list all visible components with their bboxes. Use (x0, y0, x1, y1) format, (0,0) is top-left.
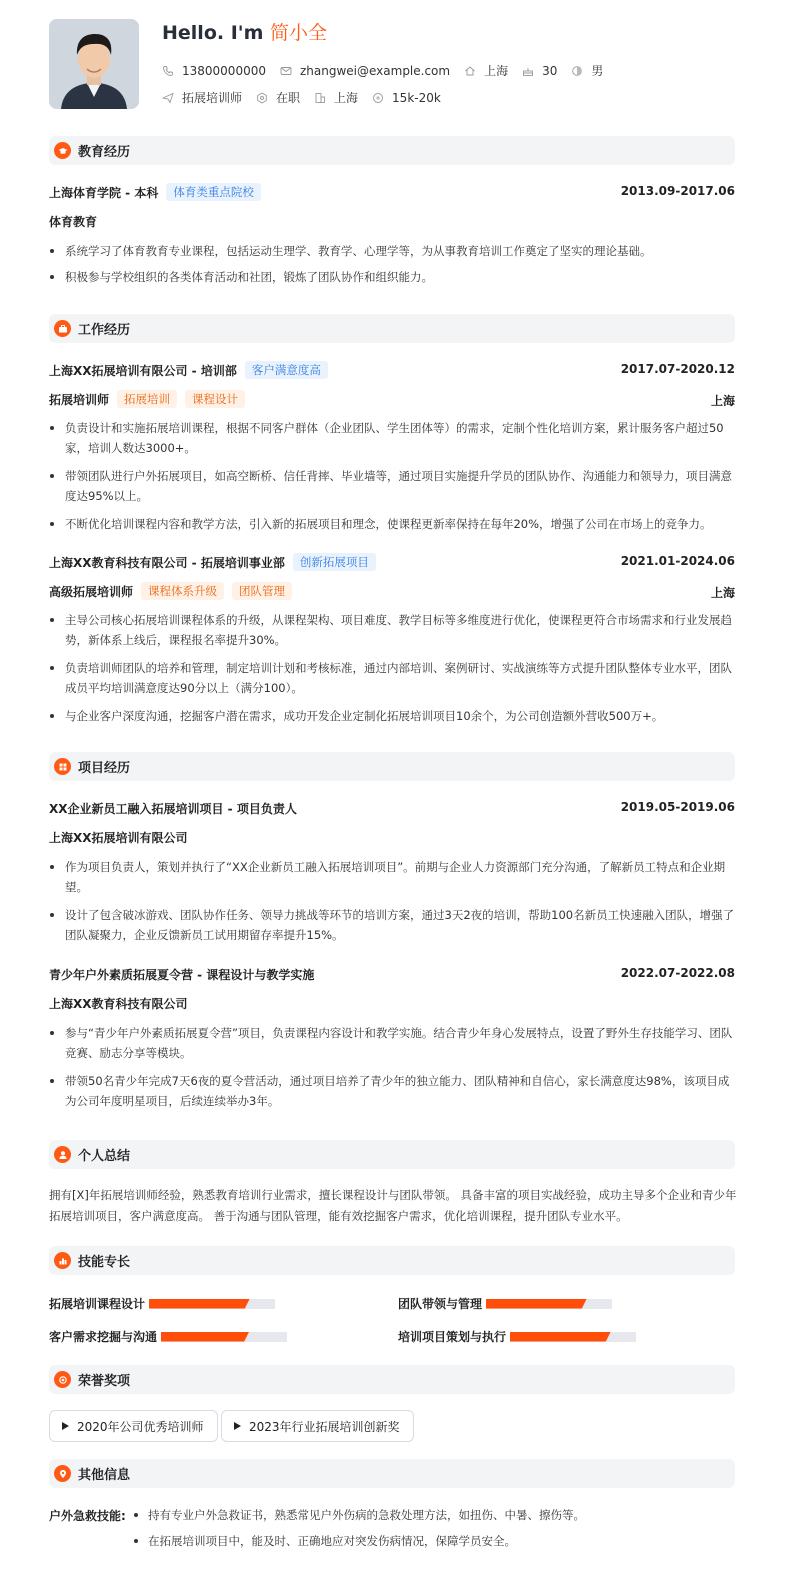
pin-icon (54, 1465, 71, 1482)
skill-name: 团队带领与管理 (398, 1297, 483, 1311)
send-icon (162, 92, 174, 104)
play-icon (62, 1422, 69, 1430)
graduation-cap-icon (54, 142, 71, 159)
education-school-row (49, 183, 261, 201)
projects-title: 项目经历 (78, 761, 131, 776)
project-name: 青少年户外素质拓展夏令营 - 课程设计与教学实施 (49, 968, 315, 982)
medal-icon (54, 1371, 71, 1388)
phone-number[interactable]: 13800000000 (182, 63, 266, 78)
skill-tag: 团队管理 (232, 582, 292, 600)
skill-bar-fill (161, 1332, 249, 1342)
gender-icon (571, 65, 583, 77)
job-bullet: 负责设计和实施拓展培训课程，根据不同客户群体（企业团队、学生团体等）的需求，定制个性化培训方案，累计服务客户超过50家，培训人数达3000+。 (49, 418, 739, 458)
other-title: 其他信息 (78, 1468, 131, 1483)
greeting-title (162, 18, 327, 45)
skill-item (49, 1295, 275, 1312)
salary-icon (372, 92, 384, 104)
summary-section-header (49, 1140, 735, 1169)
other-section-header (49, 1459, 735, 1488)
status-item (256, 89, 300, 106)
project-date: 2019.05-2019.06 (620, 800, 735, 814)
status-icon (256, 92, 268, 104)
job-role: 拓展培训师 (49, 392, 110, 407)
education-date: 2013.09-2017.06 (620, 184, 735, 198)
grid-icon (54, 758, 71, 775)
skill-name: 拓展培训课程设计 (49, 1297, 146, 1311)
award-chip (221, 1410, 414, 1442)
person-icon (54, 1146, 71, 1163)
avatar (49, 19, 139, 109)
phone-icon (162, 65, 174, 77)
awards-section-header (49, 1365, 735, 1394)
skill-bar-fill (486, 1299, 587, 1309)
email-item (280, 64, 450, 78)
building-icon (314, 92, 326, 104)
gender-value: 男 (591, 64, 604, 78)
age-item (522, 64, 557, 78)
first-aid-label: 户外急救技能: (49, 1509, 126, 1523)
phone-item (162, 64, 266, 78)
cake-icon (522, 65, 534, 77)
job-bullet: 负责培训师团队的培养和管理，制定培训计划和考核标准，通过内部培训、案例研讨、实战演练等方式提升团队整体专业水平，团队成员平均培训满意度达90分以上（满分100）。 (49, 658, 739, 698)
award-label: 2023年行业拓展培训创新奖 (249, 1419, 400, 1434)
first-aid-bullet: 在拓展培训项目中，能及时、正确地应对突发伤病情况，保障学员安全。 (133, 1531, 516, 1551)
education-bullet: 系统学习了体育教育专业课程，包括运动生理学、教育学、心理学等，为从事教育培训工作奠定了坚实的理论基础。 (49, 241, 739, 261)
play-icon (234, 1422, 241, 1430)
email-address[interactable]: zhangwei@example.com (299, 63, 451, 78)
greeting-text: Hello. I'm (162, 22, 270, 44)
skill-item (49, 1328, 287, 1345)
avatar-photo (49, 19, 139, 109)
skill-name: 培训项目策划与执行 (398, 1330, 507, 1344)
candidate-name: 简小全 (270, 22, 328, 44)
profile-header (49, 0, 735, 128)
skill-item (398, 1295, 612, 1312)
job-date: 2017.07-2020.12 (620, 362, 735, 376)
skill-tag: 课程体系升级 (141, 582, 224, 600)
age-value: 30 (542, 63, 558, 78)
skill-bar (161, 1332, 287, 1342)
skill-bar (486, 1299, 612, 1309)
city-item (464, 62, 508, 79)
work-title: 工作经历 (78, 323, 131, 338)
job-tag: 客户满意度高 (245, 361, 328, 379)
summary-title: 个人总结 (78, 1149, 131, 1164)
skill-tag: 拓展培训 (117, 390, 177, 408)
briefcase-icon (54, 320, 71, 337)
work-section-header (49, 314, 735, 343)
job-tag: 创新拓展项目 (293, 553, 376, 571)
target-role-item (162, 89, 242, 106)
salary-item (372, 91, 441, 105)
project-bullet: 作为项目负责人，策划并执行了“XX企业新员工融入拓展培训项目”。前期与企业人力资源部门充分沟通，了解新员工特点和企业期望。 (49, 857, 739, 897)
education-section-header (49, 136, 735, 165)
city-value: 上海 (484, 64, 509, 78)
project-name: XX企业新员工融入拓展培训项目 - 项目负责人 (49, 802, 297, 816)
job-company-row (49, 361, 328, 379)
skill-name: 客户需求挖掘与沟通 (49, 1330, 158, 1344)
job-role-row (49, 390, 245, 408)
skills-title: 技能专长 (78, 1255, 131, 1270)
projects-section-header (49, 752, 735, 781)
skill-bar-fill (510, 1332, 611, 1342)
job-location: 上海 (710, 394, 735, 408)
job-bullet: 主导公司核心拓展培训课程体系的升级，从课程架构、项目难度、教学目标等多维度进行优化，使课程更符合市场需求和行业发展趋势，新体系上线后，课程报名率提升30%。 (49, 610, 739, 650)
job-location: 上海 (710, 586, 735, 600)
contact-row (162, 62, 617, 79)
awards-title: 荣誉奖项 (78, 1374, 131, 1389)
project-bullet: 带领50名青少年完成7天6夜的夏令营活动，通过项目培养了青少年的独立能力、团队精神和自信心，家长满意度达98%，该项目成为公司年度明星项目，后续连续举办3年。 (49, 1071, 739, 1111)
job-bullet: 带领团队进行户外拓展项目，如高空断桥、信任背摔、毕业墙等，通过项目实施提升学员的团队协作、沟通能力和领导力，项目满意度达95%以上。 (49, 466, 739, 506)
award-chip (49, 1410, 218, 1442)
first-aid-bullet: 持有专业户外急救证书，熟悉常见户外伤病的急救处理方法，如扭伤、中暑、擦伤等。 (133, 1505, 585, 1525)
award-label: 2020年公司优秀培训师 (77, 1419, 204, 1434)
skill-bar (149, 1299, 275, 1309)
job-company: 上海XX拓展培训有限公司 - 培训部 (49, 363, 237, 378)
mail-icon (280, 65, 292, 77)
job-bullet: 不断优化培训课程内容和教学方法，引入新的拓展项目和理念，使课程更新率保持在每年20%，增强了公司在市场上的竞争力。 (49, 514, 739, 534)
skill-bar (510, 1332, 636, 1342)
job-role: 高级拓展培训师 (49, 584, 134, 599)
job-bullet: 与企业客户深度沟通，挖掘客户潜在需求，成功开发企业定制化拓展培训项目10余个，为公司创造额外营收500万+。 (49, 706, 739, 726)
job-intent-row (162, 89, 455, 106)
target-city-item (314, 89, 358, 106)
job-date: 2021.01-2024.06 (620, 554, 735, 568)
skill-tag: 课程设计 (185, 390, 245, 408)
summary-text: 拥有[X]年拓展培训师经验，熟悉教育培训行业需求，擅长课程设计与团队带领。 具备丰富的项目实战经验，成功主导多个企业和青少年拓展培训项目，客户满意度高。 善于沟通与团队管理，能有效挖掘客户需求，优化培训课程，提升团队专业水平。 (49, 1188, 737, 1223)
skill-item (398, 1328, 636, 1345)
project-company: 上海XX教育科技有限公司 (49, 997, 188, 1011)
job-company: 上海XX教育科技有限公司 - 拓展培训事业部 (49, 555, 285, 570)
education-bullet: 积极参与学校组织的各类体育活动和社团，锻炼了团队协作和组织能力。 (49, 267, 739, 287)
home-icon (464, 65, 476, 77)
school-tag: 体育类重点院校 (166, 183, 261, 201)
bar-chart-icon (54, 1252, 71, 1269)
employment-status: 在职 (276, 91, 301, 105)
project-company: 上海XX拓展培训有限公司 (49, 831, 188, 845)
education-title: 教育经历 (78, 145, 131, 160)
education-major: 体育教育 (49, 215, 98, 229)
skill-bar-fill (149, 1299, 250, 1309)
school-name: 上海体育学院 - 本科 (49, 185, 159, 200)
project-date: 2022.07-2022.08 (620, 966, 735, 980)
job-role-row (49, 582, 292, 600)
job-company-row (49, 553, 376, 571)
project-bullet: 参与“青少年户外素质拓展夏令营”项目，负责课程内容设计和教学实施。结合青少年身心发展特点，设置了野外生存技能学习、团队竞赛、励志分享等模块。 (49, 1023, 739, 1063)
skills-section-header (49, 1246, 735, 1275)
gender-item (571, 62, 603, 79)
target-city: 上海 (334, 91, 359, 105)
target-role: 拓展培训师 (182, 91, 243, 105)
expected-salary: 15k-20k (392, 90, 441, 105)
project-bullet: 设计了包含破冰游戏、团队协作任务、领导力挑战等环节的培训方案，通过3天2夜的培训，帮助100名新员工快速融入团队，增强了团队凝聚力，企业反馈新员工试用期留存率提升15%。 (49, 905, 739, 945)
